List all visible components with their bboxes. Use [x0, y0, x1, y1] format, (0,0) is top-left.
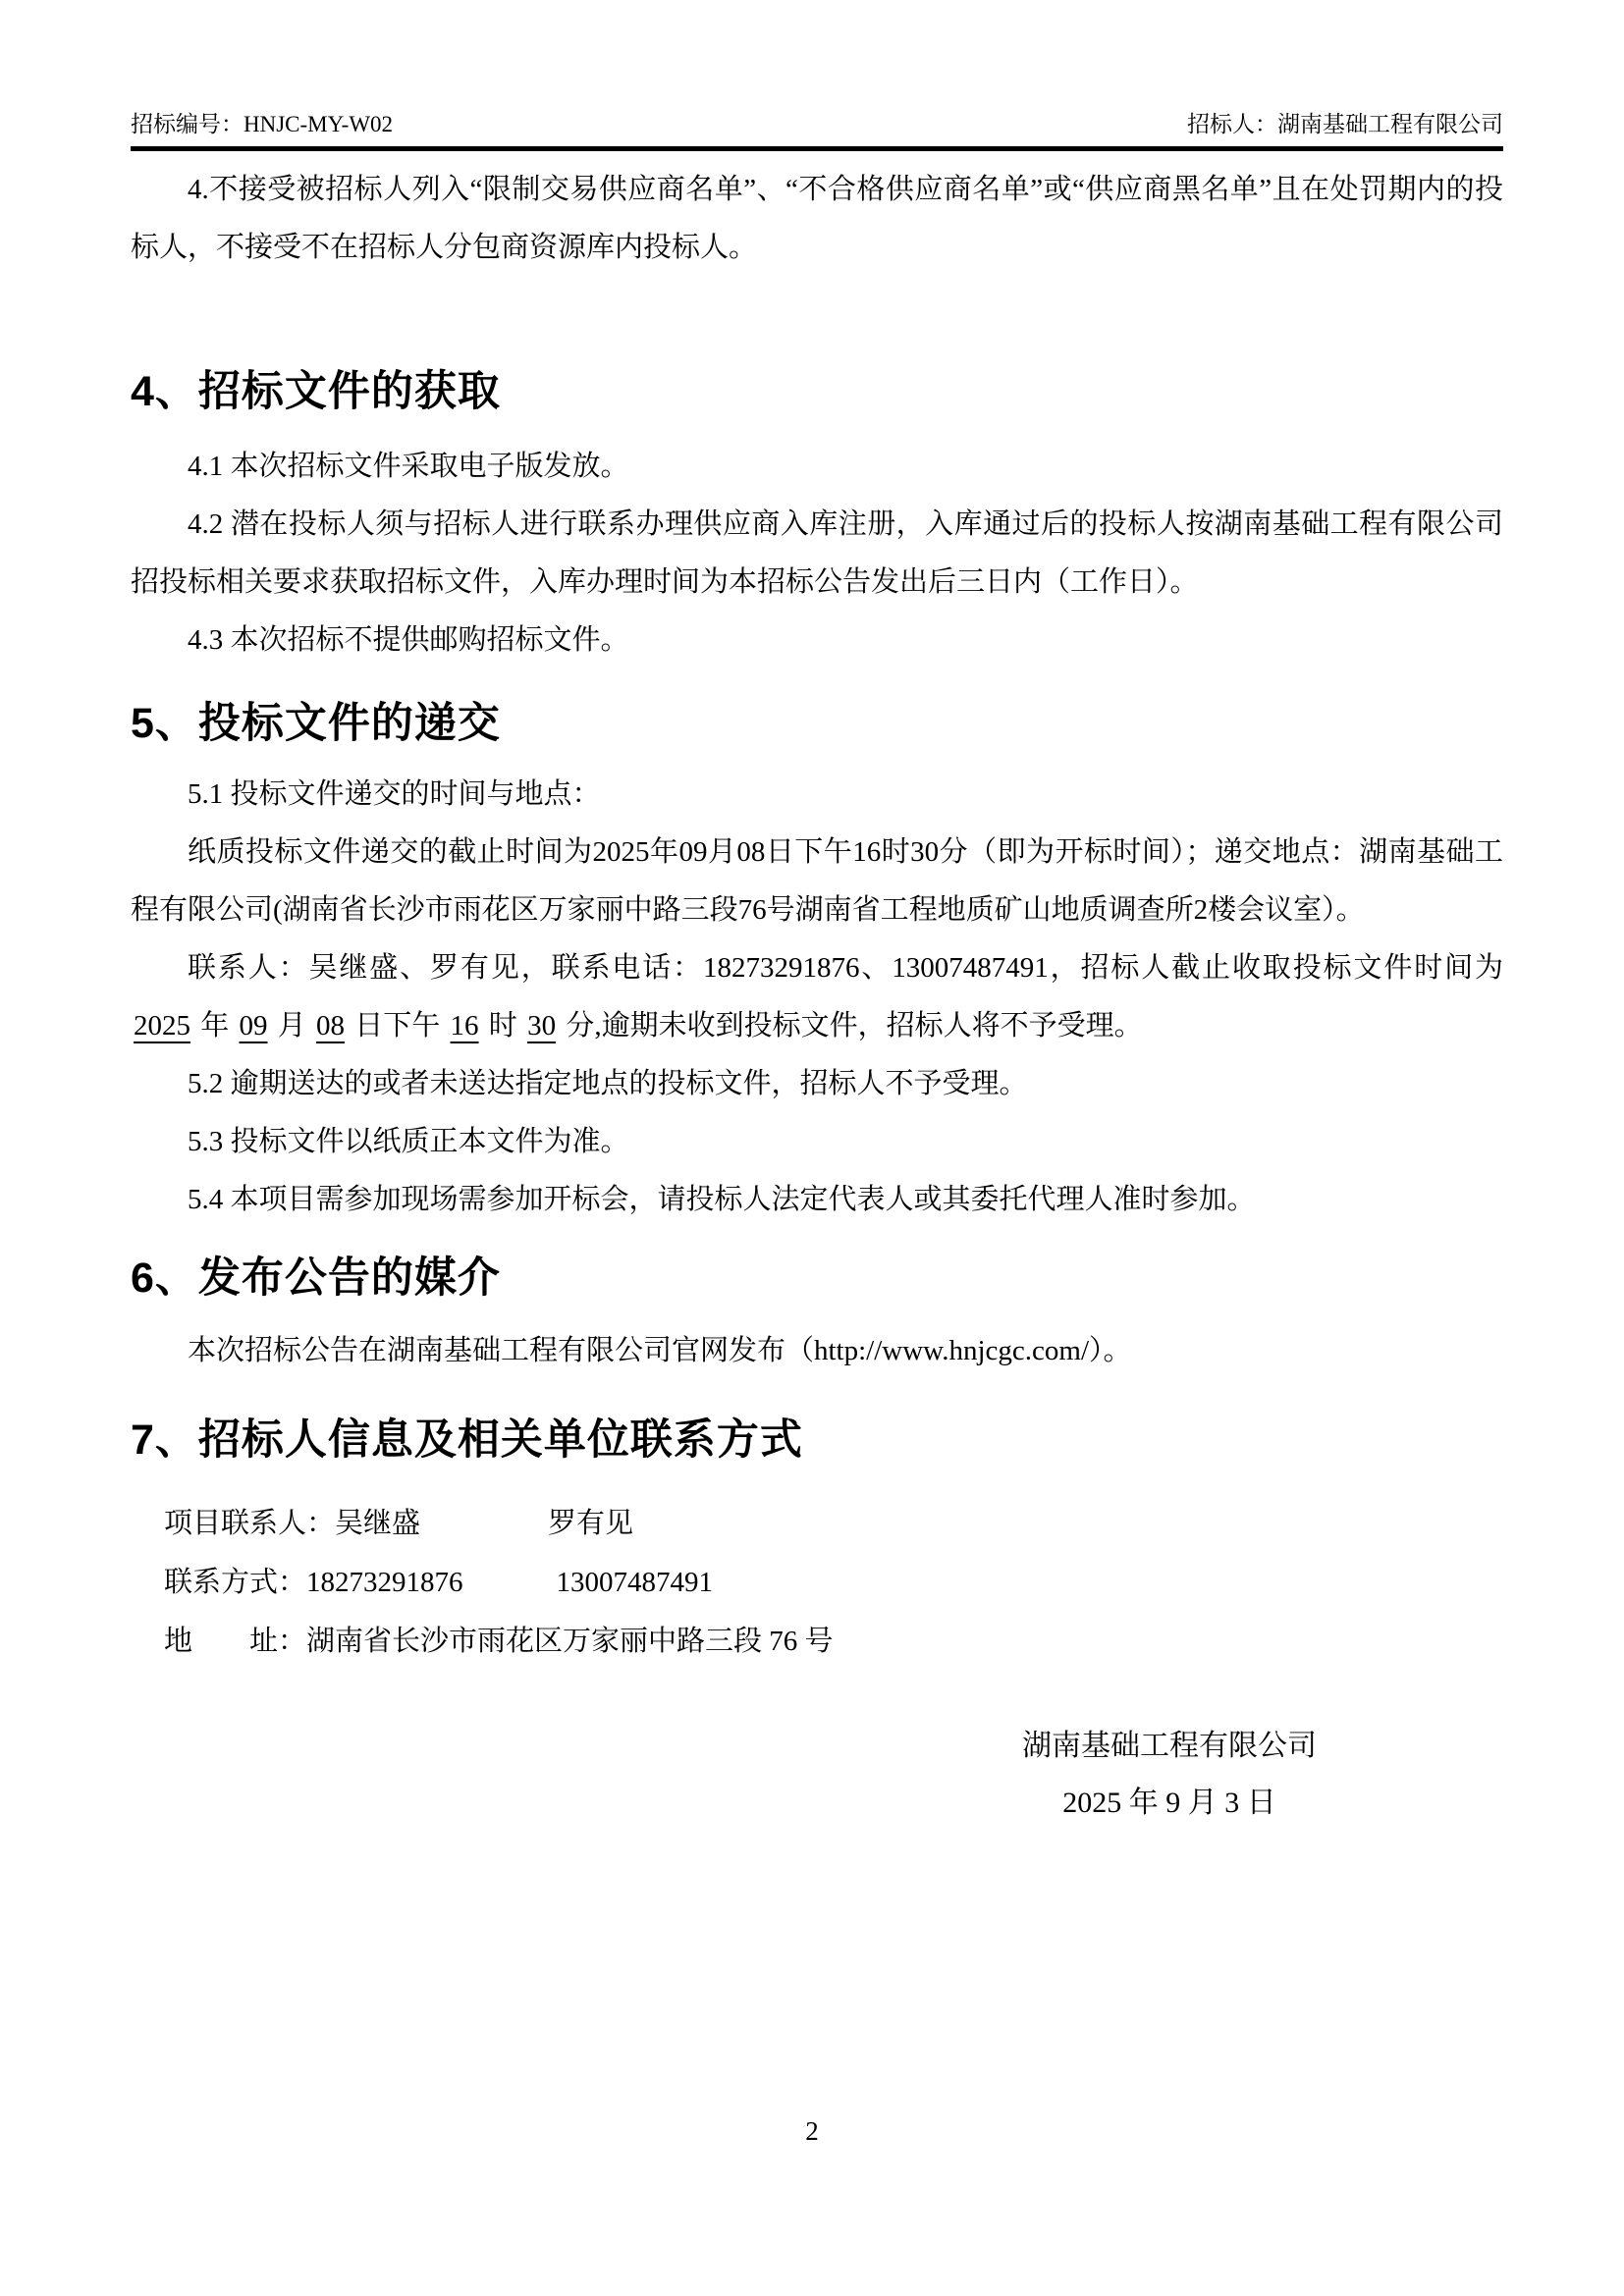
- clause-4-1: 4.1 本次招标文件采取电子版发放。: [188, 451, 629, 482]
- text-segment: 分,逾期未收到投标文件，招标人将不予受理。: [559, 1010, 1143, 1041]
- text-segment: 联系人：吴继盛、罗有见，联系电话：18273291876、13007487491，招标人截止收取投标文件时间为: [188, 952, 1503, 984]
- header-tender-number: 招标编号：HNJC-MY-W02: [131, 112, 394, 136]
- contact-name-2: 罗有见: [548, 1508, 634, 1539]
- section-6-title: 6、发布公告的媒介: [131, 1255, 501, 1302]
- clause-5-2: 5.2 逾期送达的或者未送达指定地点的投标文件，招标人不予受理。: [188, 1068, 1028, 1099]
- underlined-hour: 16: [450, 1010, 479, 1041]
- text-segment: 日下午: [348, 1010, 448, 1041]
- underlined-year: 2025: [134, 1010, 190, 1041]
- contact-phone-1: 18273291876: [306, 1567, 463, 1598]
- clause-5-1: 5.1 投标文件递交的时间与地点：: [188, 778, 601, 810]
- contact-label-names: 项目联系人：: [164, 1508, 336, 1539]
- paragraph-announcement-media: 本次招标公告在湖南基础工程有限公司官网发布（http://www.hnjcgc.com/）。: [188, 1335, 1132, 1366]
- clause-4-2: 4.2 潜在投标人须与招标人进行联系办理供应商入库注册，入库通过后的投标人按湖南基础工程有限公司招投标相关要求获取招标文件，入库办理时间为本招标公告发出后三日内（工作日）。: [131, 508, 1503, 598]
- paragraph-paper-submission: 纸质投标文件递交的截止时间为2025年09月08日下午16时30分（即为开标时间）；递交地点：湖南基础工程有限公司(湖南省长沙市雨花区万家丽中路三段76号湖南省工程地质矿山地质调查所2楼会议室）。: [131, 836, 1503, 926]
- signature-date: 2025 年 9 月 3 日: [1062, 1787, 1276, 1819]
- clause-4-3: 4.3 本次招标不提供邮购招标文件。: [188, 624, 629, 656]
- contact-row-phones: [131, 1553, 1503, 1612]
- signature-block: [1022, 1718, 1317, 1832]
- underlined-month: 09: [239, 1010, 268, 1041]
- paragraph-contact-deadline: [131, 939, 1503, 1055]
- underlined-day: 08: [316, 1010, 346, 1041]
- text-segment: 年: [193, 1010, 237, 1041]
- clause-5-4: 5.4 本项目需参加现场需参加开标会，请投标人法定代表人或其委托代理人准时参加。: [188, 1184, 1256, 1215]
- page-header: [131, 110, 1503, 151]
- section-5-title: 5、投标文件的递交: [131, 700, 501, 747]
- contact-row-address: [131, 1612, 1503, 1671]
- text-segment: 月: [270, 1010, 314, 1041]
- paragraph-supplier-restriction: 4.不接受被招标人列入“限制交易供应商名单”、“不合格供应商名单”或“供应商黑名单”且在处罚期内的投标人，不接受不在招标人分包商资源库内投标人。: [131, 174, 1503, 263]
- underlined-minute: 30: [527, 1010, 557, 1041]
- signature-company: 湖南基础工程有限公司: [1022, 1730, 1317, 1762]
- section-7-title: 7、招标人信息及相关单位联系方式: [131, 1416, 803, 1464]
- section-4-title: 4、招标文件的获取: [131, 368, 501, 415]
- contact-label-address: 地 址：: [164, 1626, 307, 1657]
- contact-address: 湖南省长沙市雨花区万家丽中路三段 76 号: [306, 1626, 834, 1657]
- contact-phone-2: 13007487491: [556, 1567, 714, 1598]
- contact-name-1: 吴继盛: [335, 1508, 421, 1539]
- contact-row-names: [131, 1494, 1503, 1553]
- header-tenderer-name: 招标人：湖南基础工程有限公司: [1187, 112, 1503, 136]
- clause-5-3: 5.3 投标文件以纸质正本文件为准。: [188, 1126, 629, 1157]
- contact-label-phones: 联系方式：: [164, 1567, 307, 1598]
- page-number: 2: [805, 2116, 819, 2146]
- text-segment: 时: [481, 1010, 525, 1041]
